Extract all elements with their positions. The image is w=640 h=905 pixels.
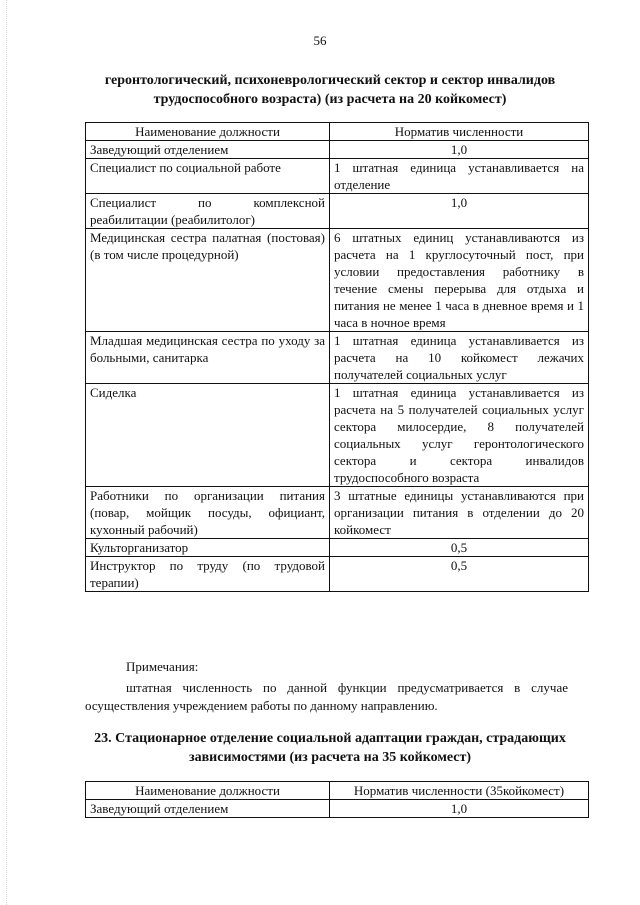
table-row xyxy=(86,229,589,332)
table-row xyxy=(86,141,589,159)
position-cell: Младшая медицинская сестра по уходу за больными, санитарка xyxy=(86,332,330,384)
section-23-heading: 23. Стационарное отделение социальной адаптации граждан, страдающих зависимостями (из расчета на 35 койкомест) xyxy=(94,731,566,765)
position-cell: Культорганизатор xyxy=(86,539,330,557)
norm-cell: 0,5 xyxy=(330,557,589,592)
notes-text: штатная численность по данной функции предусматривается в случае осуществления учреждением работы по данному направлению. xyxy=(85,680,568,713)
position-cell: Инструктор по труду (по трудовой терапии) xyxy=(86,557,330,592)
norm-cell: 1 штатная единица устанавливается на отделение xyxy=(330,159,589,194)
section-heading: геронтологический, психоневрологический сектор и сектор инвалидов трудоспособного возраста) (из расчета на 20 койкомест) xyxy=(104,73,556,107)
norm-cell: 1 штатная единица устанавливается из расчета на 5 получателей социальных услуг сектора милосердие, 8 получателей социальных услуг геронтологического сектора и сектора инвалидов трудоспособного возраста xyxy=(330,384,589,487)
position-cell: Специалист по социальной работе xyxy=(86,159,330,194)
staffing-table-23 xyxy=(85,781,589,818)
notes-title: Примечания: xyxy=(126,659,199,674)
table-row xyxy=(86,487,589,539)
norm-cell: 6 штатных единиц устанавливаются из расчета на 1 круглосуточный пост, при условии предоставления работнику в течение смены перерыва для отдыха и питания не менее 1 часа в дневное время и 1 часа в ночное время xyxy=(330,229,589,332)
norm-cell: 1,0 xyxy=(330,194,589,229)
table-row xyxy=(86,159,589,194)
table-row xyxy=(86,384,589,487)
table-header-row xyxy=(86,123,589,141)
staffing-table xyxy=(85,122,589,592)
column-header-position: Наименование должности xyxy=(86,123,330,141)
table-row xyxy=(86,194,589,229)
position-cell: Работники по организации питания (повар, мойщик посуды, официант, кухонный рабочий) xyxy=(86,487,330,539)
table-header-row xyxy=(86,782,589,800)
position-cell: Заведующий отделением xyxy=(86,141,330,159)
table-row xyxy=(86,800,589,818)
table-row xyxy=(86,332,589,384)
position-cell: Специалист по комплексной реабилитации (реабилитолог) xyxy=(86,194,330,229)
norm-cell: 0,5 xyxy=(330,539,589,557)
position-cell: Медицинская сестра палатная (постовая) (в том числе процедурной) xyxy=(86,229,330,332)
page-number: 56 xyxy=(313,33,327,48)
scan-edge-line xyxy=(6,0,8,905)
column-header-norm: Норматив численности xyxy=(330,123,589,141)
column-header-position: Наименование должности xyxy=(86,782,330,800)
table-row xyxy=(86,557,589,592)
norm-cell: 1 штатная единица устанавливается из расчета на 10 койкомест лежачих получателей социальных услуг xyxy=(330,332,589,384)
norm-cell: 1,0 xyxy=(330,800,589,818)
table-row xyxy=(86,539,589,557)
norm-cell: 1,0 xyxy=(330,141,589,159)
norm-cell: 3 штатные единицы устанавливаются при организации питания в отделении до 20 койкомест xyxy=(330,487,589,539)
column-header-norm: Норматив численности (35койкомест) xyxy=(330,782,589,800)
position-cell: Заведующий отделением xyxy=(86,800,330,818)
position-cell: Сиделка xyxy=(86,384,330,487)
